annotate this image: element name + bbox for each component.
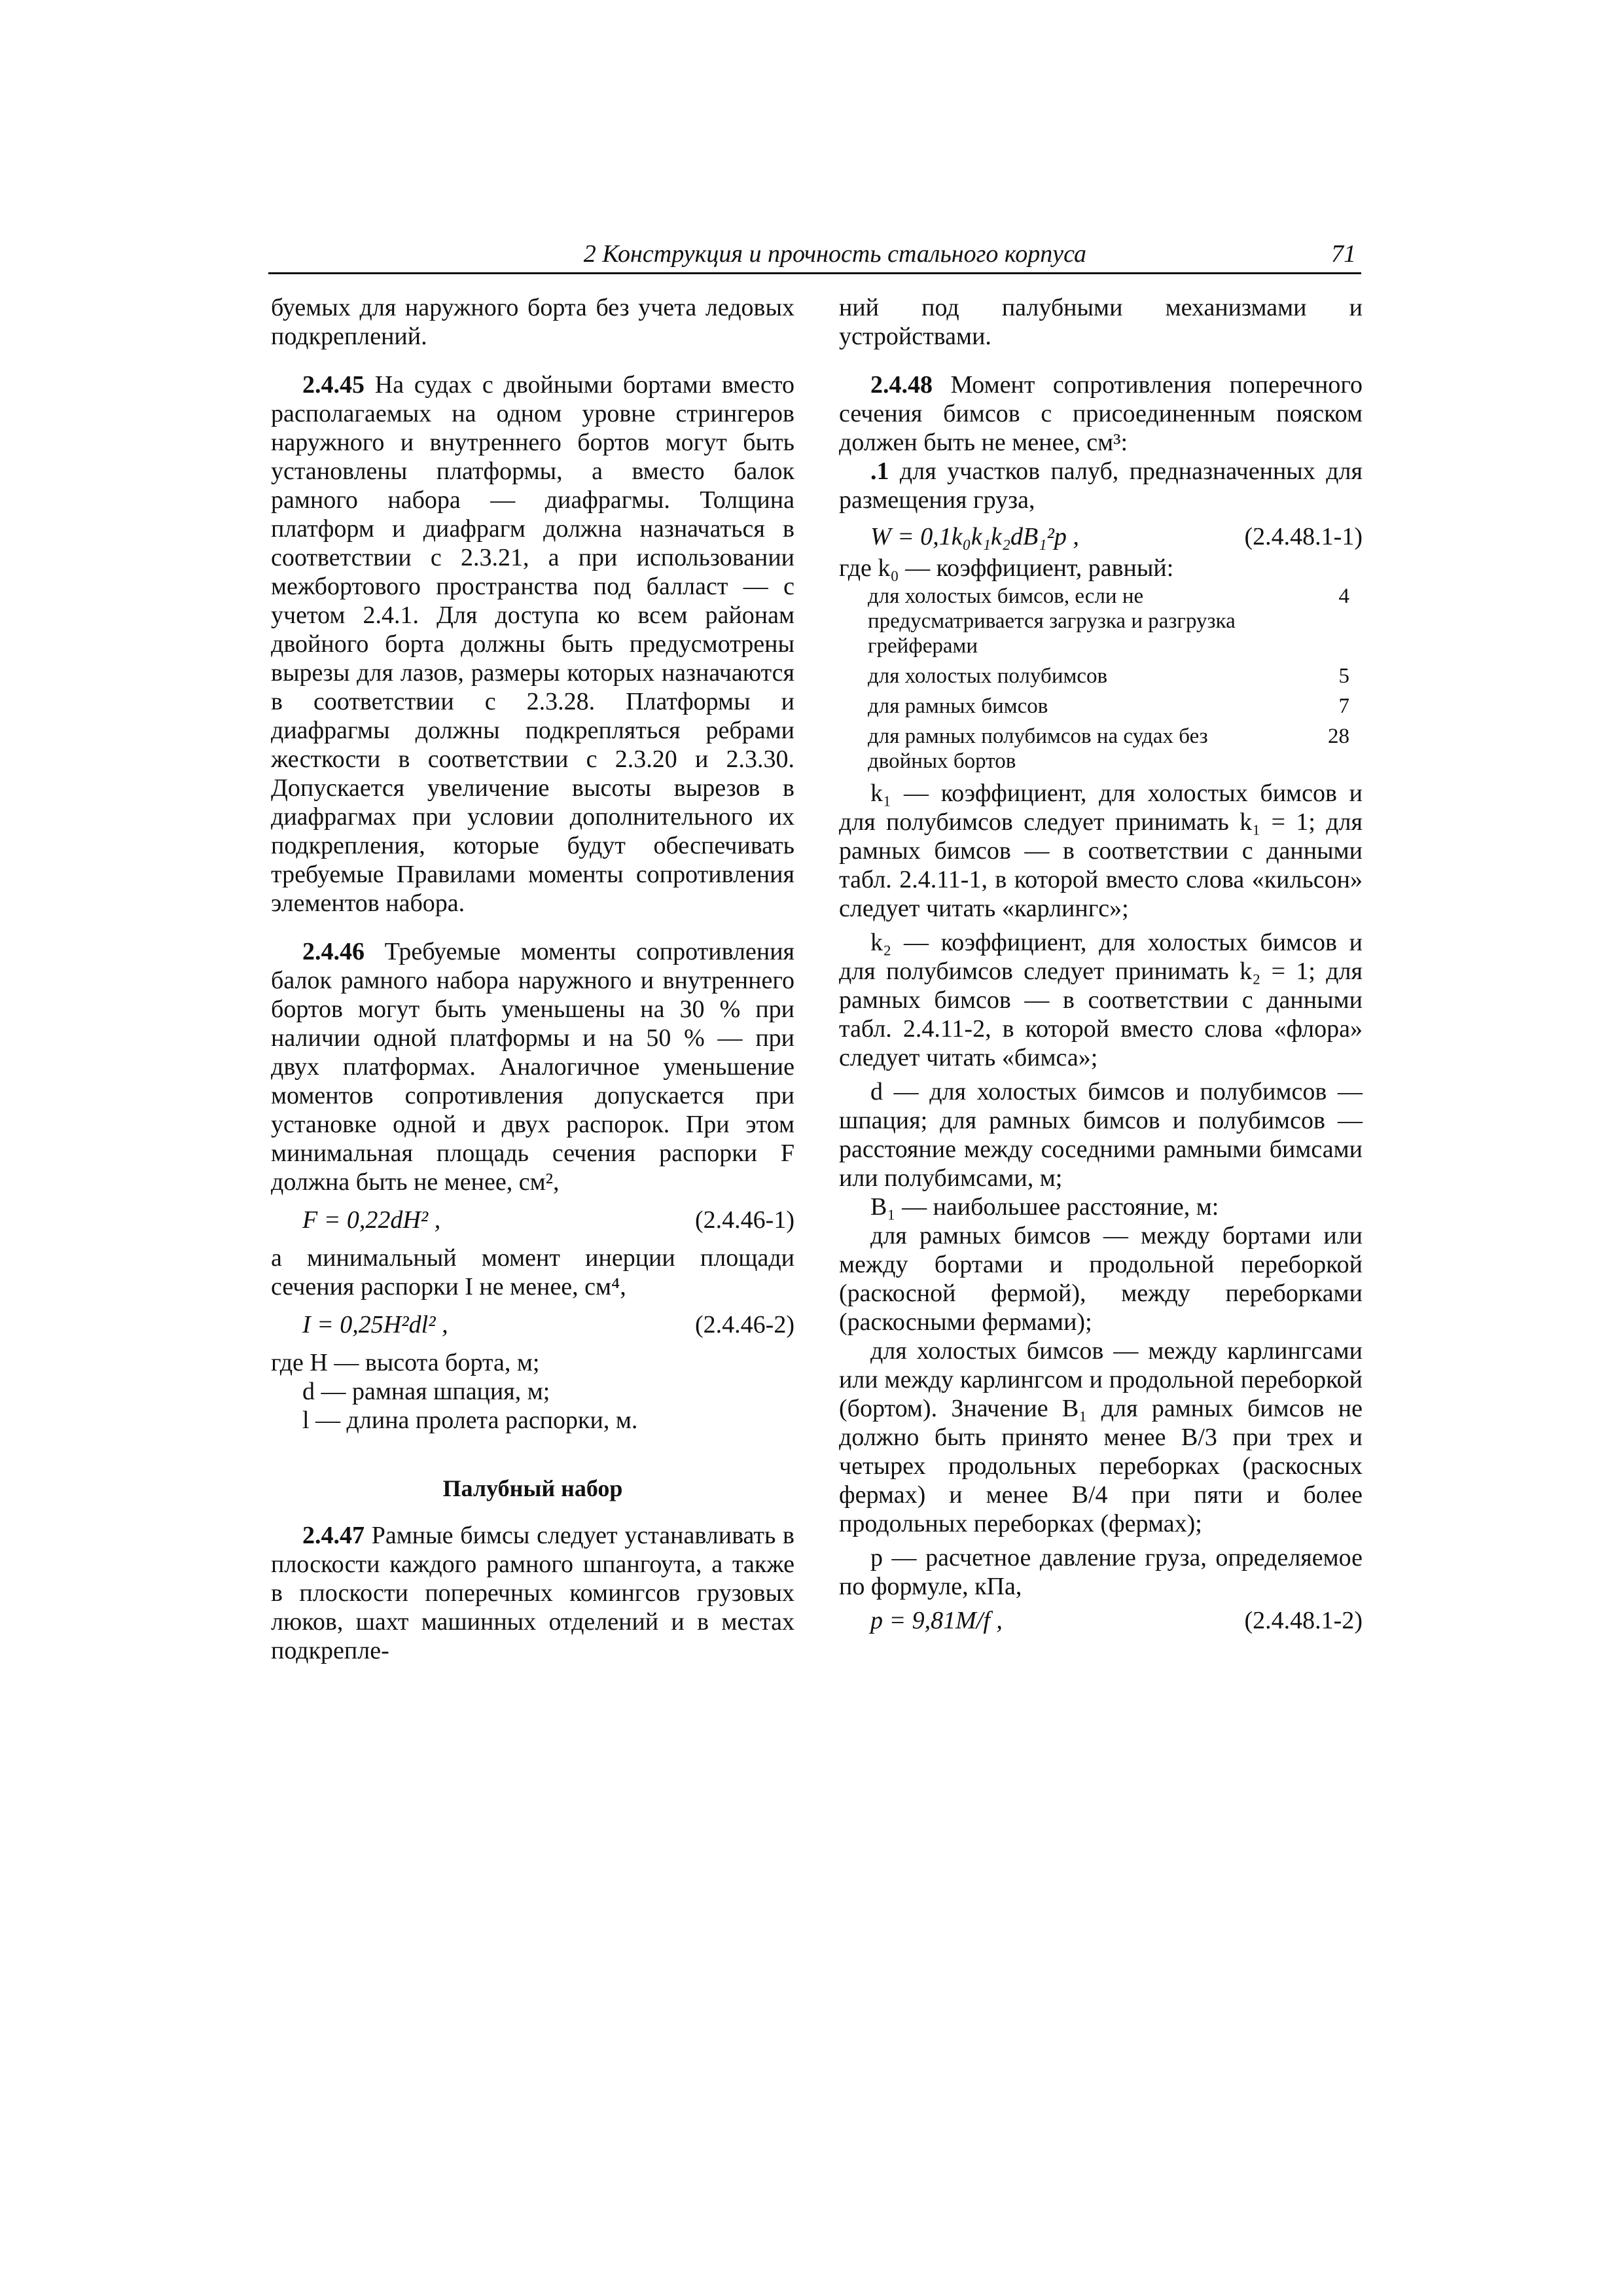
- formula-expression: F = 0,22dH² ,: [302, 1206, 441, 1234]
- k0-row-label: для холостых бимсов, если не предусматривается загрузка и разгрузка грейферами: [868, 584, 1236, 658]
- formula-number: (2.4.46-1): [695, 1206, 794, 1234]
- k0-row: [839, 664, 1363, 689]
- d-definition: d — для холостых бимсов и полубимсов — шпация; для рамных бимсов и полубимсов — расстояние между соседними рамными бимсами или полубимсами, м;: [839, 1078, 1363, 1192]
- p-definition: p — расчетное давление груза, определяемое по формуле, кПа,: [839, 1544, 1363, 1600]
- k1-definition: k₁ — коэффициент, для холостых бимсов и для полубимсов следует принимать k₁ = 1; для рамных бимсов — в соответствии с данными табл. 2.4.11-1, в которой вместо слова «кильсон» следует читать «карлингс»;: [839, 780, 1363, 922]
- formula-number: (2.4.48.1-2): [1244, 1607, 1363, 1634]
- k0-row-value: 7: [1338, 694, 1349, 718]
- paragraph-text: Момент сопротивления поперечного сечения бимсов с присоединенным пояском должен быть не менее, см³:: [839, 371, 1363, 456]
- k0-row: [839, 724, 1363, 774]
- paragraph: буемых для наружного борта без учета ледовых подкреплений.: [271, 294, 794, 350]
- k2-definition: k₂ — коэффициент, для холостых бимсов и для полубимсов следует принимать k₂ = 1; для рамных бимсов — в соответствии с данными табл. 2.4.11-2, в которой вместо слова «флора» следует читать «бимса»;: [839, 929, 1363, 1071]
- header-title: 2 Конструкция и прочность стального корпуса: [583, 240, 1086, 268]
- section-2-4-46: [271, 937, 794, 1196]
- page-number: 71: [1331, 240, 1356, 268]
- k0-row: [839, 584, 1363, 658]
- section-2-4-47: [271, 1521, 794, 1665]
- formula-number: (2.4.48.1-1): [1244, 523, 1363, 550]
- k0-row: [839, 694, 1363, 719]
- section-2-4-45: [271, 370, 794, 918]
- paragraph-text: для участков палуб, предназначенных для размещения груза,: [839, 457, 1363, 514]
- section-2-4-48: [839, 370, 1363, 457]
- k0-row-value: 5: [1338, 664, 1349, 688]
- paragraph: ний под палубными механизмами и устройствами.: [839, 294, 1363, 350]
- formula-2-4-48-1-1: [870, 522, 1363, 551]
- section-number: 2.4.47: [302, 1522, 365, 1549]
- paragraph-text: Требуемые моменты сопротивления балок рамного набора наружного и внутреннего бортов могут быть уменьшены на 30 % при наличии одной платформы и на 50 % — при двух платформах. Аналогичное уменьшение моментов сопротивления допускается при установке одной и двух распорок. При этом минимальная площадь сечения распорки F должна быть не менее, см²,: [271, 938, 795, 1196]
- running-header: [268, 238, 1361, 274]
- right-column: [839, 293, 1363, 1638]
- b1-definition: B₁ — наибольшее расстояние, м:: [870, 1193, 1219, 1221]
- where-line: где k₀ — коэффициент, равный:: [839, 554, 1174, 582]
- k0-coefficient-table: [839, 584, 1363, 774]
- section-heading: Палубный набор: [442, 1475, 623, 1501]
- where-line: d — рамная шпация, м;: [302, 1378, 550, 1405]
- left-column: [271, 293, 794, 1665]
- k0-row-value: 4: [1338, 584, 1349, 608]
- paragraph: а минимальный момент инерции площади сечения распорки I не менее, см⁴,: [271, 1244, 794, 1300]
- section-number: 2.4.46: [302, 938, 365, 965]
- formula-2-4-48-1-2: [870, 1606, 1363, 1635]
- formula-expression: W = 0,1k₀k₁k₂dB₁²p ,: [870, 523, 1079, 550]
- formula-expression: I = 0,25H²dl² ,: [302, 1311, 448, 1338]
- formula-expression: p = 9,81M/f ,: [870, 1607, 1003, 1634]
- subsection-1: [839, 457, 1363, 514]
- k0-row-label: для рамных полубимсов на судах без двойных бортов: [868, 725, 1208, 773]
- k0-row-value: 28: [1328, 725, 1349, 748]
- section-number: 2.4.48: [870, 371, 933, 399]
- b1-rule-web-beams: для рамных бимсов — между бортами или между бортами и продольной переборкой (раскосной фермой), между переборками (раскосными фермами);: [839, 1222, 1363, 1336]
- where-line: l — длина пролета распорки, м.: [302, 1407, 638, 1434]
- formula-2-4-46-1: [302, 1206, 794, 1234]
- where-line: где H — высота борта, м;: [271, 1349, 540, 1376]
- subsection-number: .1: [870, 457, 889, 485]
- formula-2-4-46-2: [302, 1310, 794, 1339]
- paragraph-text: Рамные бимсы следует устанавливать в плоскости каждого рамного шпангоута, а также в плоскости поперечных комингсов грузовых люков, шахт машинных отделений и в местах подкрепле-: [271, 1522, 795, 1664]
- formula-number: (2.4.46-2): [695, 1311, 794, 1338]
- section-number: 2.4.45: [302, 371, 365, 399]
- b1-rule-ordinary-beams: для холостых бимсов — между карлингсами или между карлингсом и продольной переборкой (бортом). Значение B₁ для рамных бимсов не должно быть принято менее B/3 при трех и четырех продольных переборках (раскосных фермах) и менее B/4 при пяти и более продольных переборках (фермах);: [839, 1337, 1363, 1537]
- k0-row-label: для рамных бимсов: [868, 694, 1048, 718]
- k0-row-label: для холостых полубимсов: [868, 664, 1108, 688]
- paragraph-text: На судах с двойными бортами вместо располагаемых на одном уровне стрингеров наружного и внутреннего бортов могут быть установлены платформы, а вместо балок рамного набора — диафрагмы. Толщина платформ и диафрагм должна назначаться в соответствии с 2.3.21, а при использовании межбортового пространства под балласт — с учетом 2.4.1. Для доступа ко всем районам двойного борта должны быть предусмотрены вырезы для лазов, размеры которых назначаются в соответствии с 2.3.28. Платформы и диафрагмы должны подкрепляться ребрами жесткости в соответствии с 2.3.20 и 2.3.30. Допускается увеличение высоты вырезов в диафрагмах при условии дополнительного их подкрепления, которые будут обеспечивать требуемые Правилами моменты сопротивления элементов набора.: [271, 371, 794, 917]
